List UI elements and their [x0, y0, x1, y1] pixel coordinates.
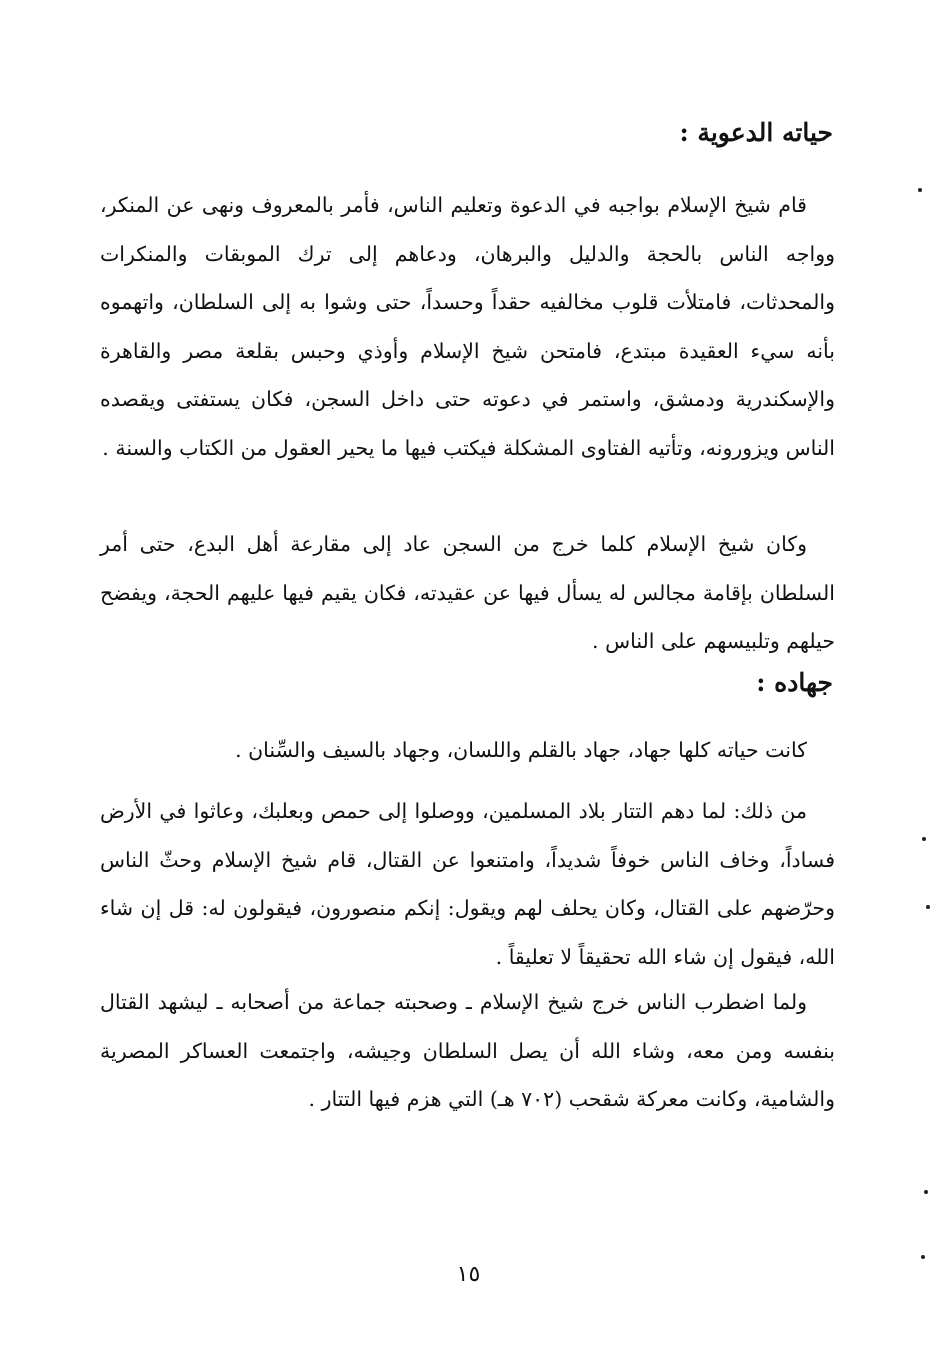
jihad-text-3: [100, 978, 835, 1124]
jihad-text-2: [100, 787, 835, 981]
scan-speck: [926, 905, 930, 909]
page-number: ١٥: [456, 1262, 481, 1287]
section-heading-jihad: جهاده :: [756, 668, 833, 697]
jihad-paragraph-3: ولما اضطرب الناس خرج شيخ الإسلام ـ وصحبته جماعة من أصحابه ـ ليشهد القتال بنفسه ومن معه، وشاء الله أن يصل السلطان وجيشه، واجتمعت العساكر المصرية والشامية، وكانت معركة شقحب (٧٠٢ هـ) التي هزم فيها التتار .: [100, 990, 835, 1111]
dawah-text-2: [100, 520, 835, 666]
jihad-paragraph-1: كانت حياته كلها جهاد، جهاد بالقلم واللسان، وجهاد بالسيف والسِّنان .: [235, 738, 807, 762]
scan-speck: [922, 837, 926, 841]
scan-speck: [921, 1255, 925, 1259]
section-heading-dawah: حياته الدعوية :: [679, 118, 833, 147]
dawah-paragraph-1: قام شيخ الإسلام بواجبه في الدعوة وتعليم الناس، فأمر بالمعروف ونهى عن المنكر، وواجه الناس بالحجة والدليل والبرهان، ودعاهم إلى ترك الموبقات والمنكرات والمحدثات، فامتلأت قلوب مخالفيه حقداً وحسداً، حتى وشوا به إلى السلطان، واتهموه بأنه سيء العقيدة مبتدع، فامتحن شيخ الإسلام وأوذي وحبس بقلعة مصر والقاهرة والإسكندرية ودمشق، واستمر في دعوته حتى داخل السجن، فكان يستفتى ويقصده الناس ويزورونه، وتأتيه الفتاوى المشكلة فيكتب فيها ما يحير العقول من الكتاب والسنة .: [100, 193, 835, 460]
jihad-paragraph-2: من ذلك: لما دهم التتار بلاد المسلمين، ووصلوا إلى حمص وبعلبك، وعاثوا في الأرض فساداً، وخاف الناس خوفاً شديداً، وامتنعوا عن القتال، قام شيخ الإسلام وحثّ الناس وحرّضهم على القتال، وكان يحلف لهم ويقول: إنكم منصورون، فيقولون له: قل إن شاء الله، فيقول إن شاء الله تحقيقاً لا تعليقاً .: [100, 799, 835, 969]
dawah-text: [100, 181, 835, 472]
jihad-text-1: [100, 726, 835, 775]
scan-speck: [918, 188, 922, 192]
scan-speck: [924, 1190, 928, 1194]
dawah-paragraph-2: وكان شيخ الإسلام كلما خرج من السجن عاد إلى مقارعة أهل البدع، حتى أمر السلطان بإقامة مجالس له يسأل فيها عن عقيدته، فكان يقيم فيها عليهم الحجة، ويفضح حيلهم وتلبيسهم على الناس .: [100, 532, 835, 653]
